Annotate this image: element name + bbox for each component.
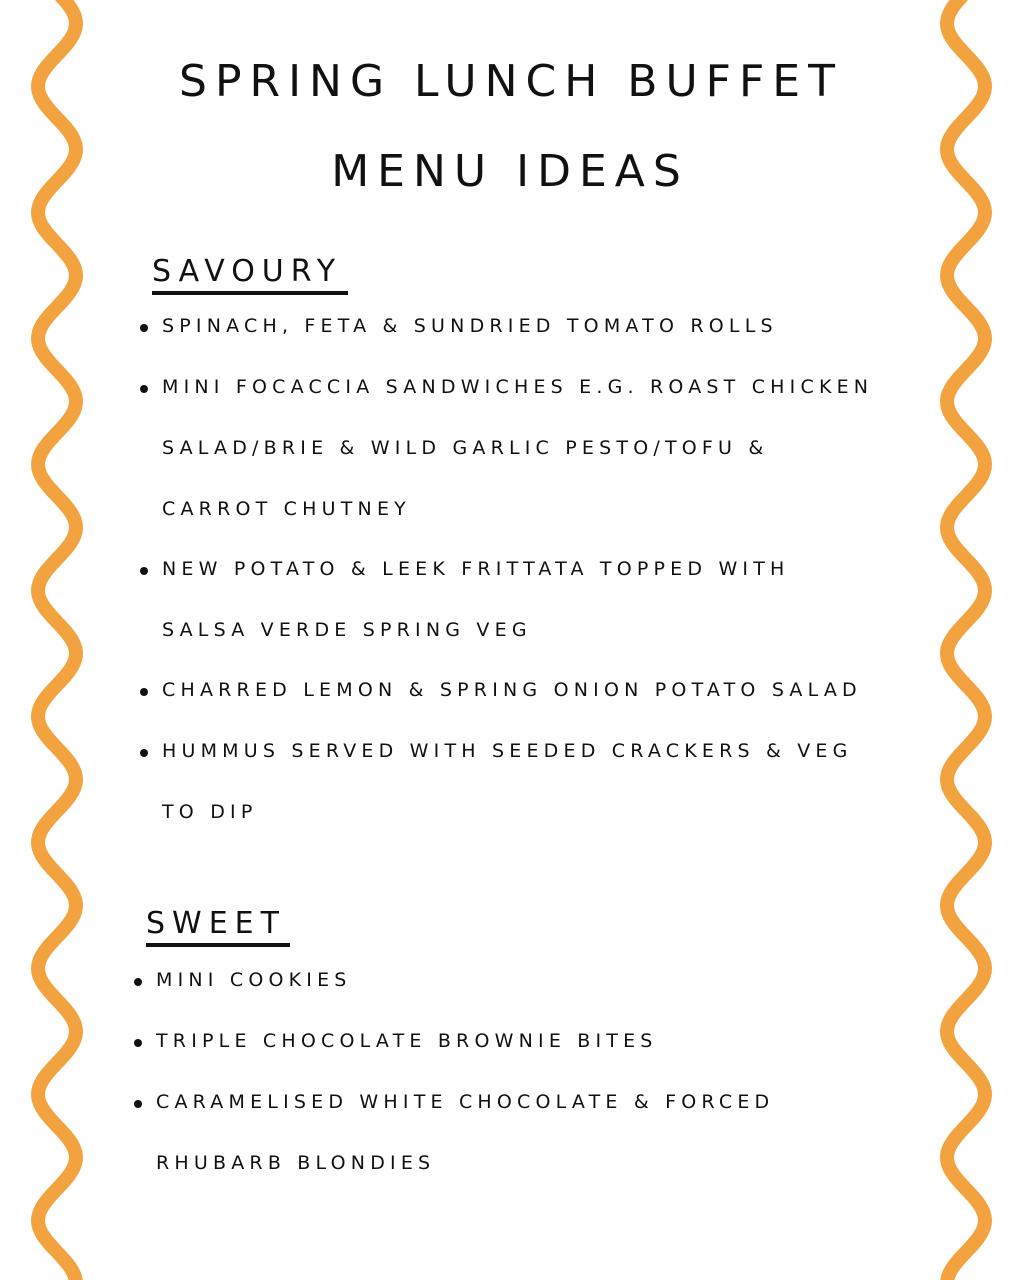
sweet-list-item — [156, 1011, 658, 1072]
item-text: CARROT CHUTNEY — [162, 498, 411, 520]
bullet-icon — [134, 1100, 142, 1108]
bullet-icon — [134, 1039, 142, 1047]
sweet-list-item — [156, 1072, 774, 1194]
savoury-list-item — [162, 660, 862, 721]
item-text: TRIPLE CHOCOLATE BROWNIE BITES — [156, 1030, 658, 1052]
item-text: SPINACH, FETA & SUNDRIED TOMATO ROLLS — [162, 315, 778, 337]
sweet-heading: SWEET — [146, 906, 290, 947]
bullet-icon — [140, 749, 148, 757]
item-text: MINI FOCACCIA SANDWICHES E.G. ROAST CHICKEN — [162, 376, 874, 398]
bullet-icon — [140, 688, 148, 696]
item-text: CHARRED LEMON & SPRING ONION POTATO SALAD — [162, 679, 862, 701]
item-text: NEW POTATO & LEEK FRITTATA TOPPED WITH — [162, 558, 790, 580]
bullet-icon — [140, 385, 148, 393]
item-text: RHUBARB BLONDIES — [156, 1152, 436, 1174]
savoury-list-item — [162, 296, 778, 357]
page-title-line-1: SPRING LUNCH BUFFET — [179, 56, 843, 107]
item-text: CARAMELISED WHITE CHOCOLATE & FORCED — [156, 1091, 775, 1113]
bullet-icon — [134, 978, 142, 986]
bullet-icon — [140, 567, 148, 575]
item-text: TO DIP — [162, 801, 258, 823]
page-title-line-2: MENU IDEAS — [331, 146, 689, 197]
sweet-list-item — [156, 950, 352, 1011]
savoury-list-item — [162, 539, 790, 661]
item-text: SALAD/BRIE & WILD GARLIC PESTO/TOFU & — [162, 437, 769, 459]
bullet-icon — [140, 324, 148, 332]
item-text: HUMMUS SERVED WITH SEEDED CRACKERS & VEG — [162, 740, 853, 762]
savoury-heading: SAVOURY — [152, 254, 348, 295]
savoury-list-item — [162, 357, 873, 540]
item-text: MINI COOKIES — [156, 969, 352, 991]
savoury-list-item — [162, 721, 853, 843]
item-text: SALSA VERDE SPRING VEG — [162, 619, 532, 641]
